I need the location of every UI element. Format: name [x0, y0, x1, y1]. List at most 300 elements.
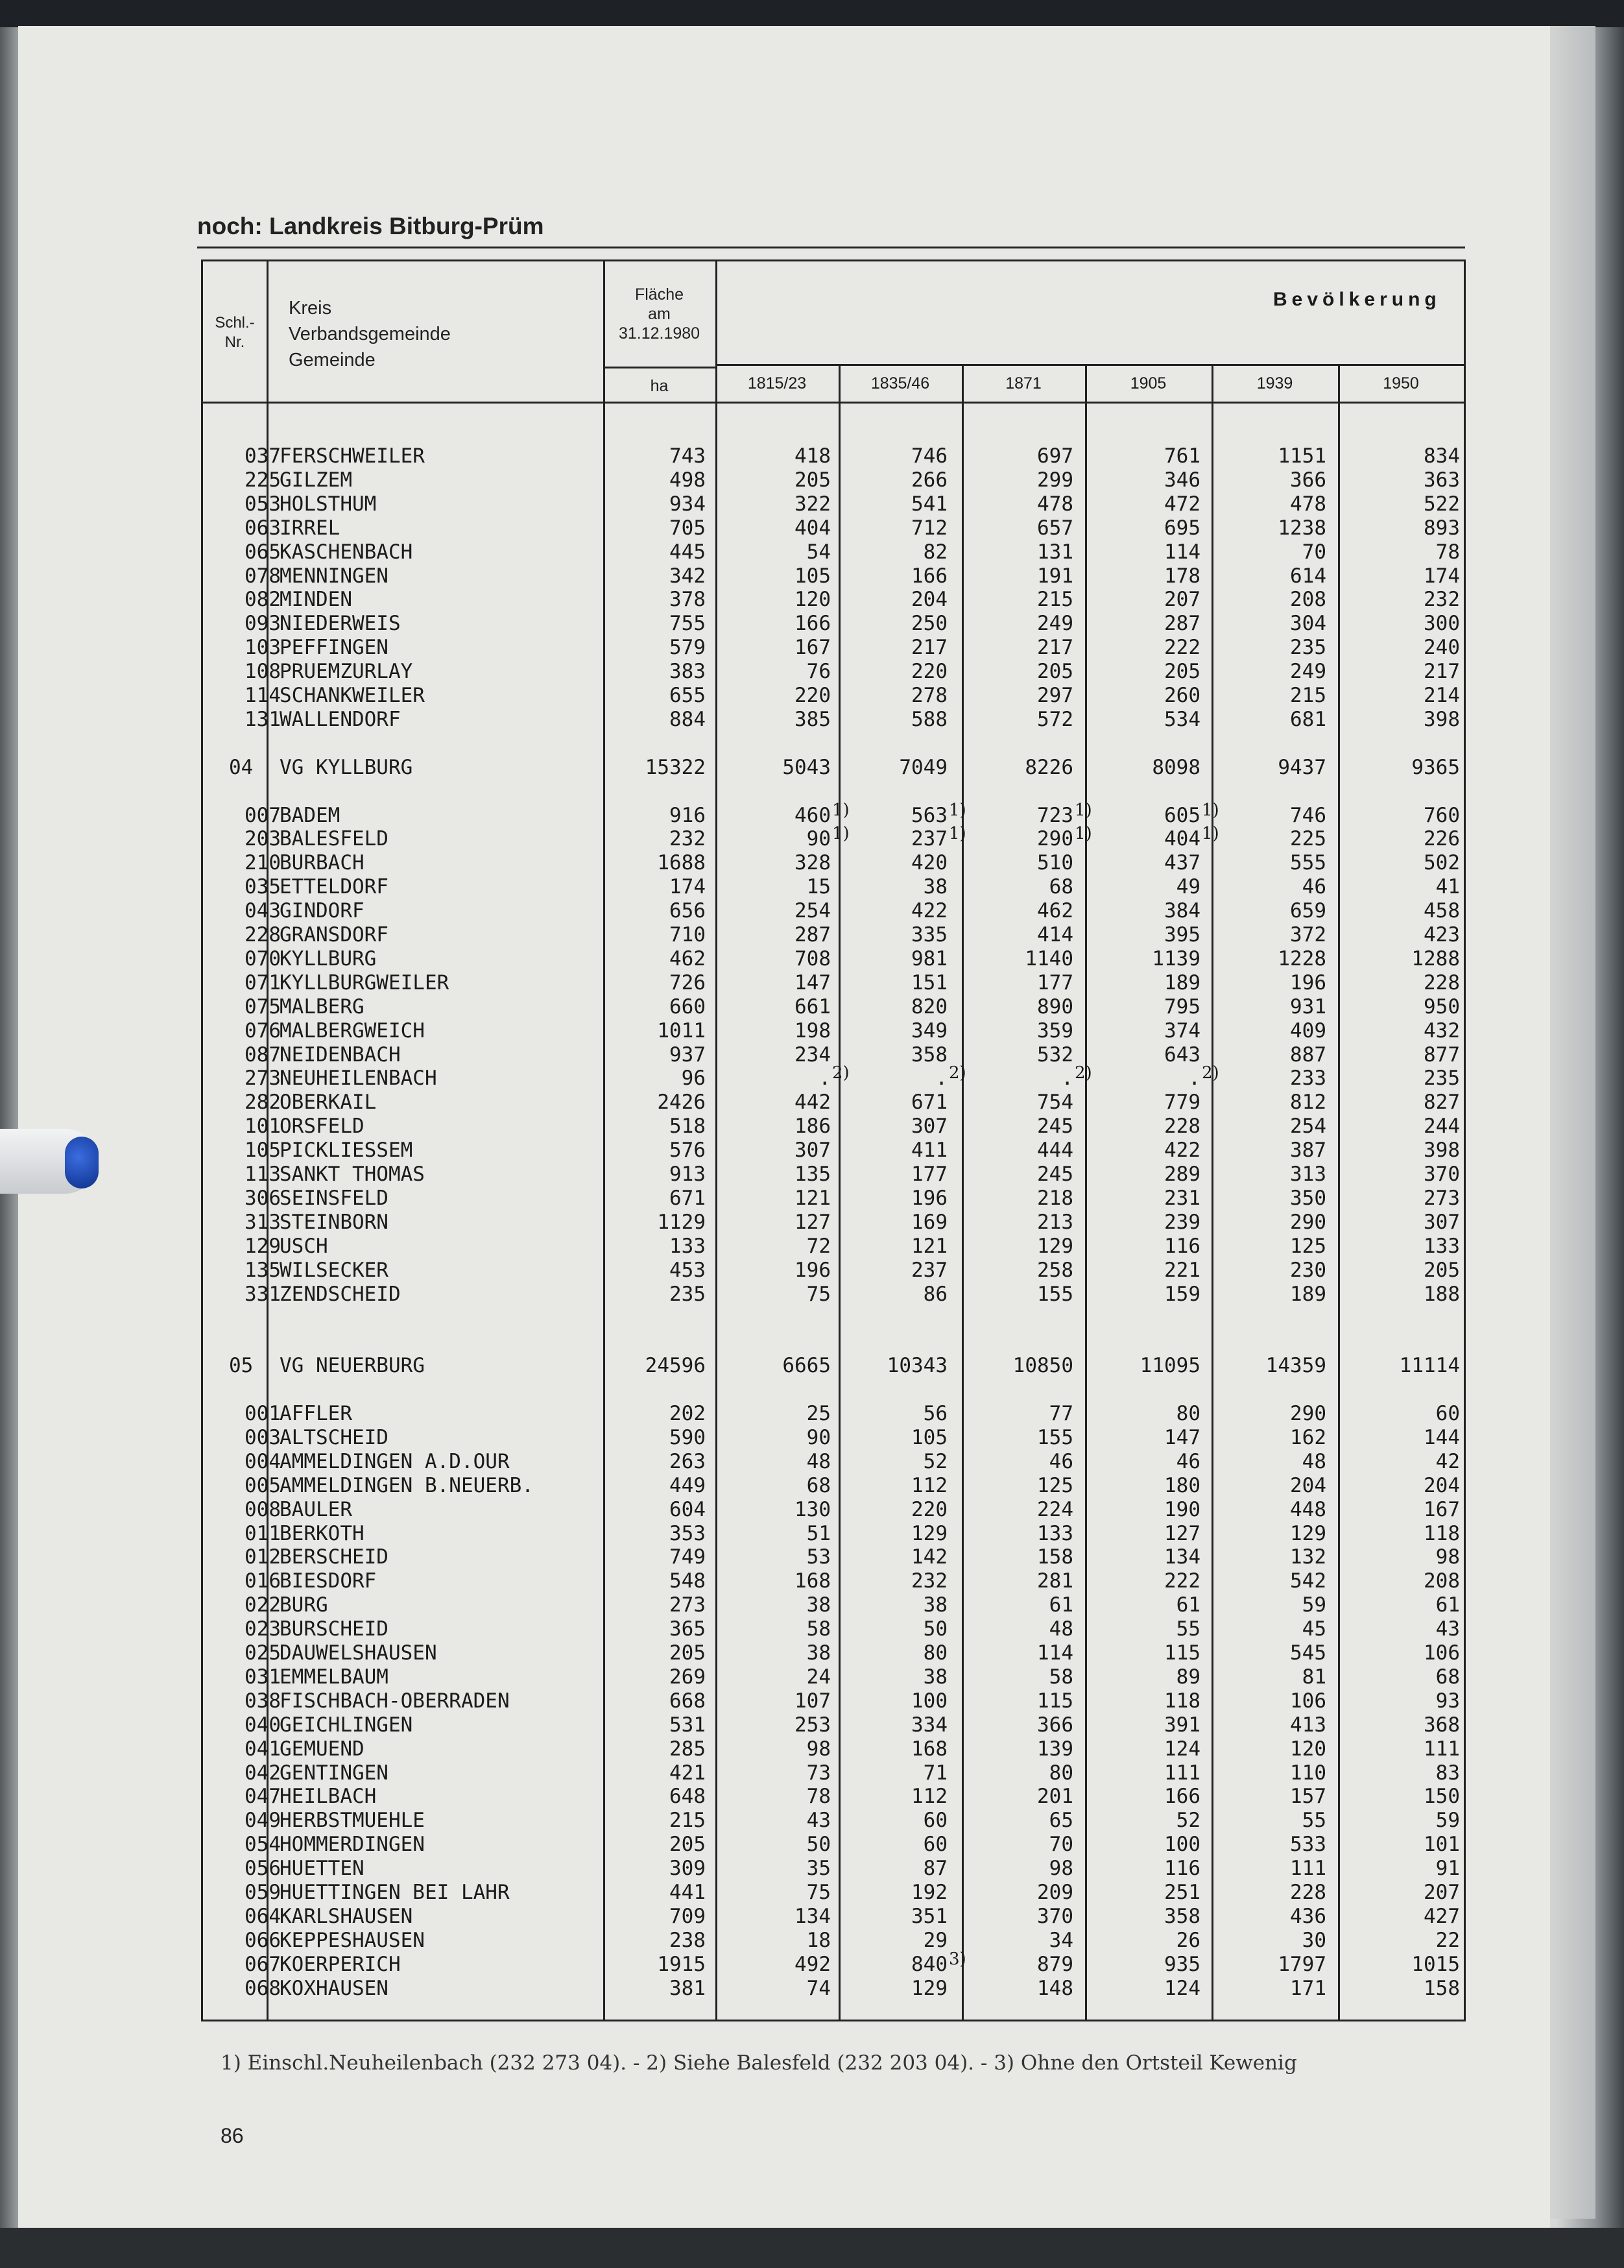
row-key: 003 [245, 1425, 281, 1449]
row-value: 411 [911, 1139, 948, 1163]
row-value: 1139 [1152, 947, 1200, 971]
row-value: . [1061, 1067, 1073, 1091]
row-value: 307 [911, 1115, 948, 1139]
row-value: 214 [1424, 684, 1460, 707]
row-value: 45 [1302, 1617, 1326, 1641]
row-value: 1238 [1278, 516, 1326, 540]
row-value: 110 [1290, 1761, 1326, 1785]
row-value: 68 [806, 1473, 831, 1497]
row-value: 106 [1290, 1689, 1326, 1713]
row-name: HOMMERDINGEN [280, 1833, 425, 1857]
row-value: 254 [1290, 1115, 1326, 1139]
row-value: 533 [1290, 1833, 1326, 1857]
row-key: 022 [245, 1593, 281, 1617]
row-name: KASCHENBACH [280, 540, 413, 564]
row-value: 174 [1424, 564, 1460, 588]
row-value: 60 [923, 1833, 948, 1857]
row-value: 55 [1302, 1809, 1326, 1833]
row-name: PICKLIESSEM [280, 1139, 413, 1163]
row-name: BAULER [280, 1497, 352, 1521]
row-value: 350 [1290, 1186, 1326, 1210]
row-value: 11114 [1399, 1354, 1460, 1378]
bottom-shadow [0, 2228, 1624, 2268]
row-value: 34 [1049, 1928, 1073, 1952]
header-year: 1835/46 [870, 374, 930, 392]
row-key: 035 [245, 875, 281, 899]
row-value: 421 [669, 1761, 706, 1785]
row-value: 133 [1424, 1234, 1460, 1258]
row-value: 133 [669, 1234, 706, 1258]
table-row [203, 540, 1468, 564]
row-value: 572 [1037, 707, 1073, 731]
table-row [203, 516, 1468, 540]
row-key: 005 [245, 1473, 281, 1497]
row-value: 42 [1435, 1449, 1460, 1473]
row-value: 307 [794, 1139, 831, 1163]
row-value: 273 [669, 1593, 706, 1617]
row-key: 025 [245, 1641, 281, 1665]
table-row [203, 1426, 1468, 1449]
row-name: KYLLBURGWEILER [280, 971, 449, 995]
row-value: 1129 [657, 1210, 706, 1234]
row-key: 05 [229, 1354, 254, 1378]
row-value: 129 [911, 1521, 948, 1545]
row-value: 462 [1037, 899, 1073, 923]
row-value: 449 [669, 1473, 706, 1497]
row-value: 228 [1164, 1115, 1200, 1139]
row-value: 159 [1164, 1282, 1200, 1306]
row-value: 124 [1164, 1976, 1200, 2000]
row-value: 213 [1037, 1210, 1073, 1234]
row-value: 437 [1164, 851, 1200, 875]
row-value: 937 [669, 1043, 706, 1067]
table-row [203, 1881, 1468, 1904]
row-value: 522 [1424, 492, 1460, 516]
row-value: 349 [911, 1019, 948, 1043]
row-value: 266 [911, 468, 948, 492]
row-value: 235 [669, 1282, 706, 1306]
row-value: 180 [1164, 1473, 1200, 1497]
table-row [203, 1115, 1468, 1138]
row-name: KARLSHAUSEN [280, 1904, 413, 1928]
row-value: 75 [806, 1881, 831, 1904]
row-value: 171 [1290, 1976, 1326, 2000]
row-value: 155 [1037, 1425, 1073, 1449]
row-value: 14359 [1265, 1354, 1326, 1378]
table-row [203, 444, 1468, 468]
row-value: 300 [1424, 612, 1460, 636]
row-value: 133 [1037, 1521, 1073, 1545]
row-key: 059 [245, 1881, 281, 1904]
row-value: 118 [1164, 1689, 1200, 1713]
row-value: 726 [669, 971, 706, 995]
row-value: 518 [669, 1115, 706, 1139]
header-year: 1939 [1256, 374, 1293, 392]
row-key: 031 [245, 1665, 281, 1689]
row-value: 1228 [1278, 947, 1326, 971]
row-value: 52 [1176, 1809, 1200, 1833]
row-value: 240 [1424, 636, 1460, 660]
row-value: 22 [1435, 1928, 1460, 1952]
row-value: 244 [1424, 1115, 1460, 1139]
table-row [203, 1259, 1468, 1282]
row-value: 9437 [1278, 755, 1326, 779]
row-footnote-marker: 1) [1075, 824, 1092, 844]
row-value: 46 [1176, 1449, 1200, 1473]
row-value: . [935, 1067, 948, 1091]
row-key: 037 [245, 444, 281, 468]
table-row [203, 1617, 1468, 1641]
row-name: VG NEUERBURG [280, 1354, 425, 1378]
row-value: 366 [1037, 1713, 1073, 1737]
row-value: 913 [669, 1163, 706, 1186]
row-value: 155 [1037, 1282, 1073, 1306]
header-flaeche [603, 285, 715, 343]
row-key: 273 [245, 1067, 281, 1091]
row-value: 502 [1424, 851, 1460, 875]
page-title: noch: Landkreis Bitburg-Prüm [197, 213, 544, 239]
row-value: 365 [669, 1617, 706, 1641]
row-name: KYLLBURG [280, 947, 377, 971]
row-value: 697 [1037, 444, 1073, 468]
row-key: 113 [245, 1163, 281, 1186]
table-row [203, 708, 1468, 731]
row-value: 378 [669, 588, 706, 612]
row-value: 177 [911, 1163, 948, 1186]
row-value: 231 [1164, 1186, 1200, 1210]
row-key: 203 [245, 827, 281, 851]
row-value: 342 [669, 564, 706, 588]
row-value: 167 [1424, 1497, 1460, 1521]
row-key: 210 [245, 851, 281, 875]
row-value: 217 [1037, 636, 1073, 660]
row-value: 1688 [657, 851, 706, 875]
row-value: 746 [1290, 803, 1326, 827]
row-value: 132 [1290, 1545, 1326, 1569]
row-value: 413 [1290, 1713, 1326, 1737]
row-value: 840 [911, 1952, 948, 1976]
row-value: 239 [1164, 1210, 1200, 1234]
row-name: BERSCHEID [280, 1545, 388, 1569]
row-key: 108 [245, 660, 281, 684]
row-value: 7049 [899, 755, 948, 779]
row-value: 657 [1037, 516, 1073, 540]
row-name: HUETTINGEN BEI LAHR [280, 1881, 510, 1904]
row-value: 448 [1290, 1497, 1326, 1521]
row-value: 604 [669, 1497, 706, 1521]
row-value: 90 [806, 1425, 831, 1449]
row-value: 61 [1049, 1593, 1073, 1617]
row-value: 1151 [1278, 444, 1326, 468]
row-name: EMMELBAUM [280, 1665, 388, 1689]
row-value: 148 [1037, 1976, 1073, 2000]
row-value: 167 [794, 636, 831, 660]
row-value: 478 [1290, 492, 1326, 516]
pen-cap [65, 1137, 99, 1188]
table-row [203, 1283, 1468, 1306]
row-value: 202 [669, 1402, 706, 1425]
row-name: IRREL [280, 516, 340, 540]
row-value: 38 [923, 875, 948, 899]
row-value: 385 [794, 707, 831, 731]
row-name: BURG [280, 1593, 328, 1617]
row-value: 226 [1424, 827, 1460, 851]
row-value: 1140 [1025, 947, 1073, 971]
table-row [203, 564, 1468, 588]
row-value: 441 [669, 1881, 706, 1904]
row-name: BERKOTH [280, 1521, 364, 1545]
table-row [203, 1474, 1468, 1497]
row-value: 297 [1037, 684, 1073, 707]
row-value: 93 [1435, 1689, 1460, 1713]
row-value: 1797 [1278, 1952, 1326, 1976]
row-footnote-marker: 2) [832, 1063, 850, 1083]
row-value: 125 [1037, 1473, 1073, 1497]
table-row [203, 1163, 1468, 1186]
row-value: 534 [1164, 707, 1200, 731]
row-value: 190 [1164, 1497, 1200, 1521]
row-value: 453 [669, 1258, 706, 1282]
top-shadow [0, 0, 1624, 27]
row-name: KOXHAUSEN [280, 1976, 388, 2000]
row-key: 016 [245, 1569, 281, 1593]
row-value: 46 [1049, 1449, 1073, 1473]
row-value: 358 [911, 1043, 948, 1067]
row-value: 201 [1037, 1785, 1073, 1809]
row-value: 887 [1290, 1043, 1326, 1067]
row-value: 65 [1049, 1809, 1073, 1833]
table-row [203, 1139, 1468, 1162]
table-row [203, 1545, 1468, 1569]
row-key: 313 [245, 1210, 281, 1234]
row-value: 478 [1037, 492, 1073, 516]
row-value: 709 [669, 1904, 706, 1928]
row-value: 879 [1037, 1952, 1073, 1976]
row-value: 1288 [1411, 947, 1460, 971]
row-value: 6665 [782, 1354, 831, 1378]
row-value: 418 [794, 444, 831, 468]
row-value: 178 [1164, 564, 1200, 588]
row-value: 234 [794, 1043, 831, 1067]
row-name: FERSCHWEILER [280, 444, 425, 468]
table-row [203, 1569, 1468, 1593]
table-row [203, 1949, 1468, 1976]
row-value: 890 [1037, 995, 1073, 1019]
row-value: 414 [1037, 923, 1073, 947]
row-key: 011 [245, 1521, 281, 1545]
row-key: 043 [245, 899, 281, 923]
row-value: 98 [806, 1737, 831, 1761]
row-footnote-marker: 2) [1075, 1063, 1092, 1083]
row-value: 106 [1424, 1641, 1460, 1665]
table-row [203, 1689, 1468, 1713]
row-key: 012 [245, 1545, 281, 1569]
row-value: 205 [669, 1641, 706, 1665]
row-value: 746 [911, 444, 948, 468]
row-value: 196 [911, 1186, 948, 1210]
row-value: 812 [1290, 1091, 1326, 1115]
row-key: 068 [245, 1976, 281, 2000]
row-value: 215 [669, 1809, 706, 1833]
row-value: 445 [669, 540, 706, 564]
row-value: 404 [794, 516, 831, 540]
row-value: 422 [1164, 1139, 1200, 1163]
row-name: KOERPERICH [280, 1952, 401, 1976]
row-value: 579 [669, 636, 706, 660]
row-value: 8226 [1025, 755, 1073, 779]
row-value: 217 [911, 636, 948, 660]
row-name: KEPPESHAUSEN [280, 1928, 425, 1952]
row-key: 047 [245, 1785, 281, 1809]
header-kreis [281, 295, 514, 373]
row-footnote-marker: 2) [1202, 1063, 1219, 1083]
row-value: 749 [669, 1545, 706, 1569]
row-value: 59 [1302, 1593, 1326, 1617]
row-value: 151 [911, 971, 948, 995]
row-value: 75 [806, 1282, 831, 1306]
row-value: 101 [1424, 1833, 1460, 1857]
row-value: 166 [794, 612, 831, 636]
row-value: 232 [911, 1569, 948, 1593]
row-footnote-marker: 1) [949, 800, 966, 820]
row-value: 166 [1164, 1785, 1200, 1809]
row-value: 38 [923, 1593, 948, 1617]
row-value: 168 [794, 1569, 831, 1593]
row-value: 100 [1164, 1833, 1200, 1857]
row-value: 8098 [1152, 755, 1200, 779]
row-value: 116 [1164, 1857, 1200, 1881]
row-value: 230 [1290, 1258, 1326, 1282]
row-name: GILZEM [280, 468, 352, 492]
row-name: HOLSTHUM [280, 492, 377, 516]
row-value: 5043 [782, 755, 831, 779]
row-key: 066 [245, 1928, 281, 1952]
row-key: 023 [245, 1617, 281, 1641]
row-value: 70 [1302, 540, 1326, 564]
row-value: 82 [923, 540, 948, 564]
row-value: 147 [794, 971, 831, 995]
row-value: 263 [669, 1449, 706, 1473]
row-key: 131 [245, 707, 281, 731]
row-value: 86 [923, 1282, 948, 1306]
row-value: 189 [1290, 1282, 1326, 1306]
row-value: 659 [1290, 899, 1326, 923]
row-value: 289 [1164, 1163, 1200, 1186]
row-value: 43 [806, 1809, 831, 1833]
row-value: 191 [1037, 564, 1073, 588]
table-row [203, 636, 1468, 659]
row-value: 81 [1302, 1665, 1326, 1689]
row-value: 29 [923, 1928, 948, 1952]
row-key: 007 [245, 803, 281, 827]
row-value: 209 [1037, 1881, 1073, 1904]
row-value: 232 [1424, 588, 1460, 612]
row-value: 205 [794, 468, 831, 492]
row-value: 24596 [645, 1354, 706, 1378]
row-value: 112 [911, 1785, 948, 1809]
row-value: 432 [1424, 1019, 1460, 1043]
row-value: 208 [1424, 1569, 1460, 1593]
row-name: HEILBACH [280, 1785, 377, 1809]
row-value: 24 [806, 1665, 831, 1689]
table-row [203, 1187, 1468, 1210]
row-key: 114 [245, 684, 281, 707]
row-key: 101 [245, 1115, 281, 1139]
row-value: 708 [794, 947, 831, 971]
row-key: 064 [245, 1904, 281, 1928]
row-value: 174 [669, 875, 706, 899]
row-key: 040 [245, 1713, 281, 1737]
row-value: 232 [669, 827, 706, 851]
row-name: GENTINGEN [280, 1761, 388, 1785]
row-key: 306 [245, 1186, 281, 1210]
row-key: 075 [245, 995, 281, 1019]
table-row [203, 612, 1468, 635]
row-value: 387 [1290, 1139, 1326, 1163]
row-value: 150 [1424, 1785, 1460, 1809]
row-value: 249 [1037, 612, 1073, 636]
row-value: 372 [1290, 923, 1326, 947]
row-value: 205 [1424, 1258, 1460, 1282]
row-value: 48 [806, 1449, 831, 1473]
row-value: 207 [1164, 588, 1200, 612]
header-schl-line: Schl.- [215, 314, 255, 332]
row-value: 383 [669, 660, 706, 684]
row-value: . [1188, 1067, 1200, 1091]
row-value: 74 [806, 1976, 831, 2000]
row-value: 134 [794, 1904, 831, 1928]
row-footnote-marker: 1) [832, 800, 850, 820]
row-name: ETTELDORF [280, 875, 388, 899]
row-name: ZENDSCHEID [280, 1282, 401, 1306]
row-key: 004 [245, 1449, 281, 1473]
row-value: 59 [1435, 1809, 1460, 1833]
row-value: 322 [794, 492, 831, 516]
row-value: 710 [669, 923, 706, 947]
row-value: 346 [1164, 468, 1200, 492]
row-value: 220 [911, 1497, 948, 1521]
page-edge [1550, 26, 1595, 2219]
row-value: 198 [794, 1019, 831, 1043]
row-value: 498 [669, 468, 706, 492]
row-value: 253 [794, 1713, 831, 1737]
row-value: 222 [1164, 636, 1200, 660]
row-value: 423 [1424, 923, 1460, 947]
row-value: 370 [1037, 1904, 1073, 1928]
row-key: 103 [245, 636, 281, 660]
row-name: ALTSCHEID [280, 1425, 388, 1449]
row-value: 87 [923, 1857, 948, 1881]
row-value: 9365 [1411, 755, 1460, 779]
row-value: 121 [911, 1234, 948, 1258]
header-year: 1815/23 [747, 374, 807, 392]
row-value: 221 [1164, 1258, 1200, 1282]
row-value: 71 [923, 1761, 948, 1785]
row-value: 605 [1164, 803, 1200, 827]
row-value: 38 [806, 1593, 831, 1617]
row-value: 353 [669, 1521, 706, 1545]
row-value: 52 [923, 1449, 948, 1473]
row-value: 125 [1290, 1234, 1326, 1258]
row-value: 204 [1290, 1473, 1326, 1497]
row-value: 98 [1049, 1857, 1073, 1881]
row-value: 204 [911, 588, 948, 612]
row-value: 166 [911, 564, 948, 588]
row-value: 205 [669, 1833, 706, 1857]
row-key: 228 [245, 923, 281, 947]
population-table [201, 259, 1466, 2021]
row-value: 72 [806, 1234, 831, 1258]
